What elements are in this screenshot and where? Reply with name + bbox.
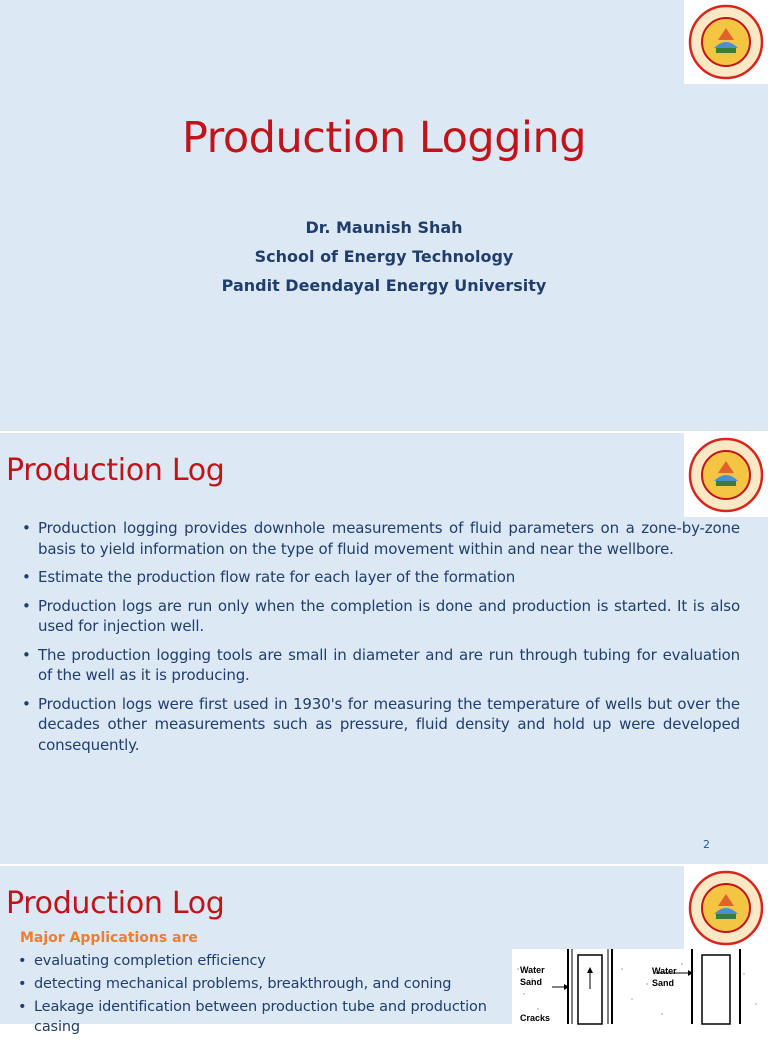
- bullet-list: [14, 951, 506, 1040]
- list-item: • The production logging tools are small in diameter and are run through tubing for evaluation of the well as it is producing.: [18, 645, 740, 686]
- university-name: Pandit Deendayal Energy University: [221, 276, 547, 295]
- list-item: • detecting mechanical problems, breakthrough, and coning: [14, 974, 506, 994]
- presentation-title: Production Logging: [181, 113, 587, 163]
- list-item: • Leakage identification between production tube and production casing: [14, 997, 506, 1037]
- slide-title: [0, 0, 768, 431]
- slide-production-log-applications: [0, 866, 768, 1035]
- list-item: • Production logging provides downhole measurements of fluid parameters on a zone-by-zone basis to yield information on the type of fluid movement within and near the wellbore.: [18, 518, 740, 559]
- page-number: 2: [703, 838, 710, 851]
- well-leak-diagram: [512, 949, 768, 1024]
- bullet-list: [18, 518, 740, 763]
- water-sand-right-label: Water Sand: [652, 966, 677, 988]
- subheading: Major Applications are: [20, 930, 198, 946]
- university-logo-icon: [684, 866, 768, 950]
- school-name: School of Energy Technology: [254, 247, 514, 266]
- list-item: • Estimate the production flow rate for each layer of the formation: [18, 567, 740, 588]
- slide-production-log-overview: [0, 433, 768, 864]
- cracks-label: Cracks: [520, 1013, 551, 1023]
- university-logo-icon: [684, 433, 768, 517]
- list-item: • evaluating completion efficiency: [14, 951, 506, 971]
- slide-title: Production Log: [6, 453, 225, 488]
- water-sand-left-label: Water Sand: [520, 965, 545, 987]
- list-item: • Production logs are run only when the completion is done and production is started. It is also used for injection well.: [18, 596, 740, 637]
- author-name: Dr. Maunish Shah: [305, 218, 463, 237]
- list-item: • Production logs were first used in 1930's for measuring the temperature of wells but over the decades other measurements such as pressure, fluid density and hold up were developed consequently.: [18, 694, 740, 756]
- university-logo-icon: [684, 0, 768, 84]
- slide-title: Production Log: [6, 886, 225, 921]
